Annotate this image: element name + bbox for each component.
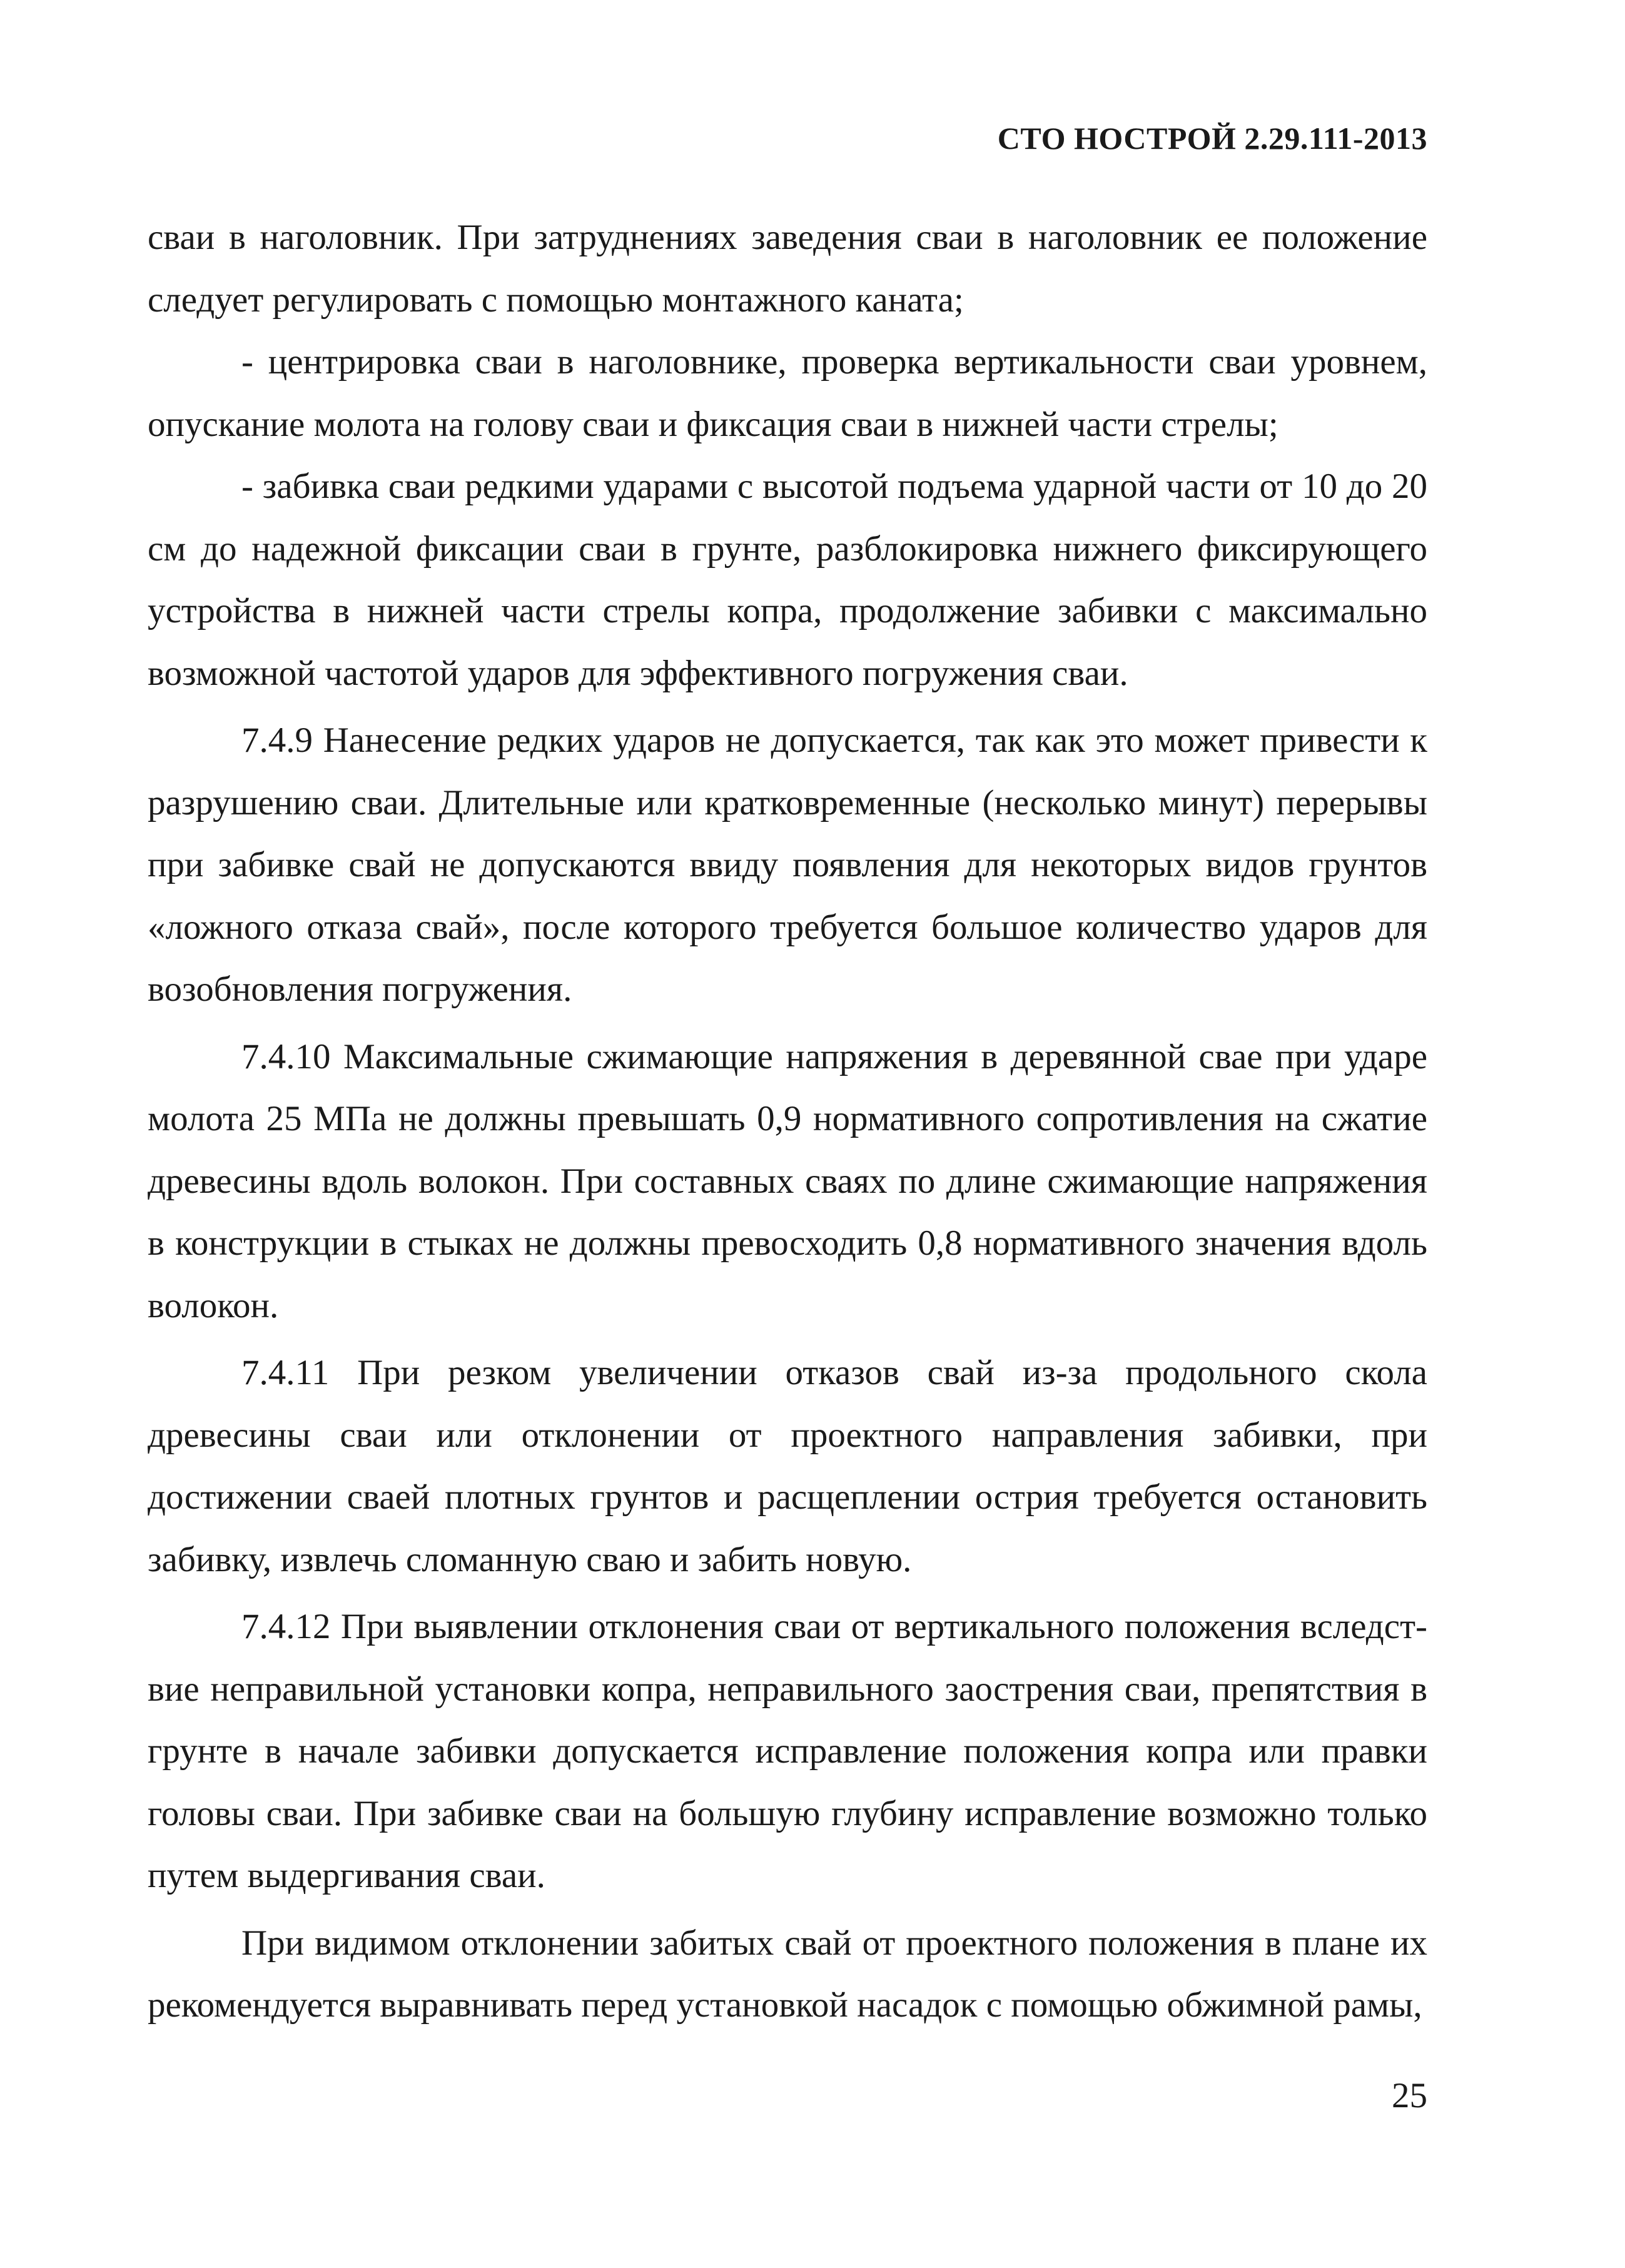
list-item-driving: - забивка сваи редкими ударами с высотой подъема ударной части от 10 до 20 см до надежной фиксации сваи в грунте, разблокировка нижнего фиксирующего устройства в нижней части стрелы копра, продолжение забивки с максимально возможной частотой ударов для эффективного погружения сваи. <box>148 467 1427 693</box>
document-code-header: СТО НОСТРОЙ 2.29.111-2013 <box>997 121 1427 156</box>
body-text <box>148 206 1427 2037</box>
page-number: 25 <box>1392 2076 1427 2115</box>
clause-7-4-10: 7.4.10 Максимальные сжимающие напряжения в деревянной свае при ударе молота 25 МПа не должны превышать 0,9 нормативного сопротивления на сжатие древесины вдоль волокон. При составных сваях по длине сжимающие напряжения в конструкции в стыках не должны превосходить 0,8 нормативного значения вдоль волокон. <box>148 1036 1427 1325</box>
paragraph-continuation: сваи в наголовник. При затруднениях заведения сваи в наголовник ее положение следует регулировать с помощью монтажного каната; <box>148 218 1427 320</box>
list-item-centering: - центрировка сваи в наголовнике, проверка вертикальности сваи уровнем, опускание молота на голову сваи и фиксация сваи в нижней части стрелы; <box>148 342 1427 444</box>
paragraph-deviation-correction: При видимом отклонении забитых свай от проектного положения в плане их рекомендуется выравнивать перед установкой насадок с помощью обжимной рамы, <box>148 1923 1427 2025</box>
clause-7-4-12: 7.4.12 При выявлении отклонения сваи от вертикального положения вследст-вие неправильной установки копра, неправильного заострения сваи, препятствия в грунте в начале забивки допускается исправление положения копра или правки головы сваи. При забивке сваи на большую глубину исправление возможно только путем выдергивания сваи. <box>148 1607 1427 1895</box>
clause-7-4-11: 7.4.11 При резком увеличении отказов свай из-за продольного скола древесины сваи или отклонении от проектного направления забивки, при достижении сваей плотных грунтов и расщеплении острия требуется остановить забивку, извлечь сломанную сваю и забить новую. <box>148 1353 1427 1579</box>
clause-7-4-9: 7.4.9 Нанесение редких ударов не допускается, так как это может привести к разрушению сваи. Длительные или кратковременные (несколько минут) перерывы при забивке свай не допускаются ввиду появления для некоторых видов грунтов «ложного отказа свай», после которого требуется большое количество ударов для возобновления погружения. <box>148 721 1427 1009</box>
